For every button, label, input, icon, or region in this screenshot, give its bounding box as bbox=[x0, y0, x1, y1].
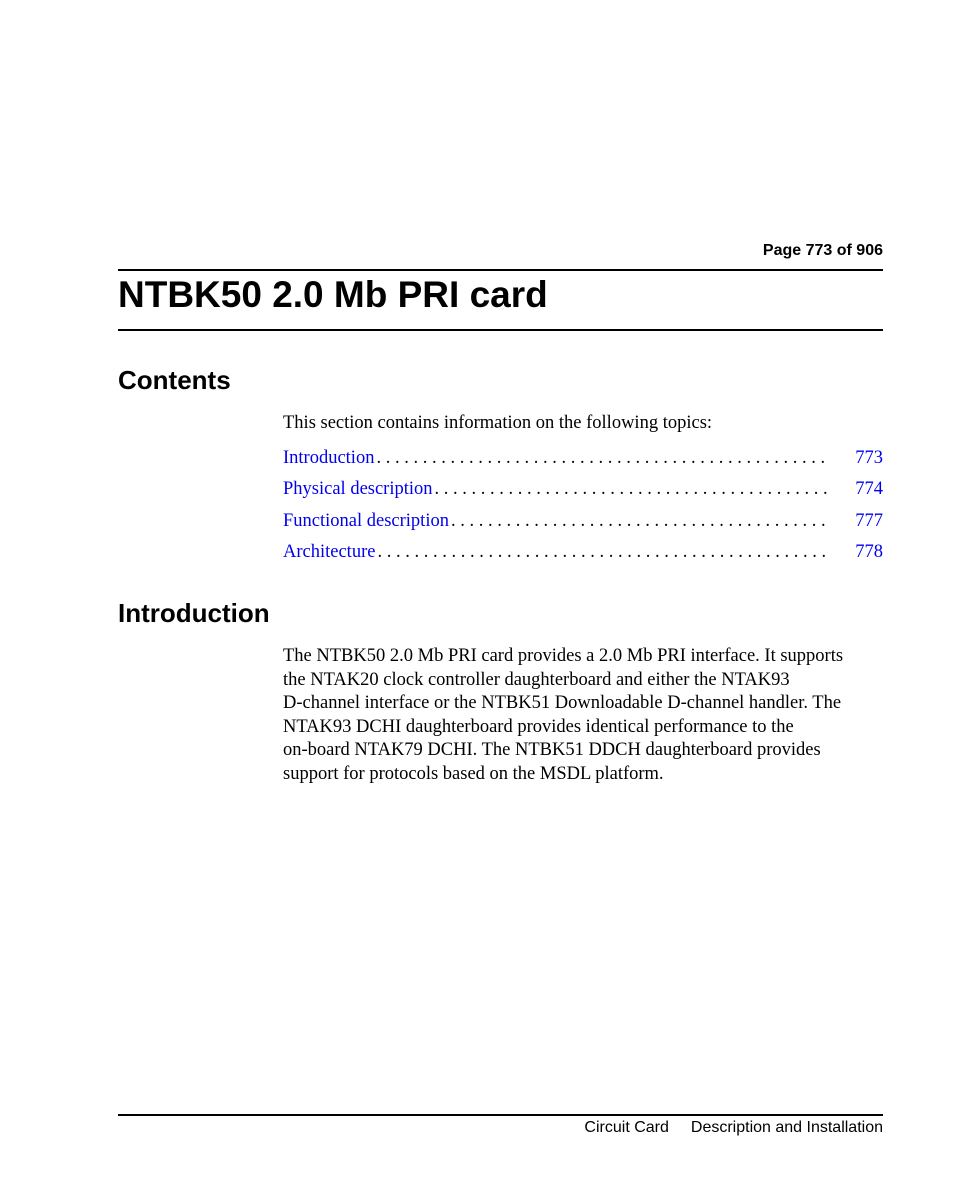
footer-rule bbox=[118, 1114, 883, 1116]
introduction-paragraph: The NTBK50 2.0 Mb PRI card provides a 2.0 Mb PRI interface. It supports the NTAK20 clock controller daughterboard and either the NTAK93 D-channel interface or the NTBK51 Downloadable D-channel handler. The NTAK93 DCHI daughterboard provides identical performance to the on-board NTAK79 DCHI. The NTBK51 DDCH daughterboard provides support for protocols based on the MSDL platform. bbox=[283, 646, 844, 784]
page-footer bbox=[118, 1118, 883, 1138]
toc-dot-leader bbox=[435, 477, 831, 501]
toc-entry-physical-description[interactable] bbox=[283, 477, 883, 508]
introduction-heading: Introduction bbox=[118, 598, 270, 628]
table-of-contents bbox=[283, 446, 883, 571]
footer-left-text: Circuit Card bbox=[584, 1119, 669, 1136]
toc-entry-label[interactable]: Architecture bbox=[283, 541, 376, 562]
toc-entry-architecture[interactable] bbox=[283, 540, 883, 571]
contents-heading: Contents bbox=[118, 365, 231, 395]
page-number-header: Page 773 of 906 bbox=[762, 242, 883, 259]
title-bottom-rule bbox=[118, 329, 883, 331]
chapter-title: NTBK50 2.0 Mb PRI card bbox=[118, 274, 548, 315]
toc-dot-leader bbox=[376, 446, 831, 470]
toc-dot-leader bbox=[451, 509, 831, 533]
toc-entry-label[interactable]: Introduction bbox=[283, 448, 375, 468]
toc-entry-page[interactable]: 777 bbox=[855, 510, 883, 531]
toc-entry-functional-description[interactable] bbox=[283, 509, 883, 540]
toc-dot-leader bbox=[377, 540, 831, 564]
contents-intro-text: This section contains information on the following topics: bbox=[283, 413, 713, 433]
toc-entry-page[interactable]: 774 bbox=[855, 479, 883, 500]
toc-entry-label[interactable]: Physical description bbox=[283, 479, 433, 500]
toc-entry-page[interactable]: 778 bbox=[855, 541, 883, 562]
toc-entry-label[interactable]: Functional description bbox=[283, 510, 449, 531]
toc-entry-page[interactable]: 773 bbox=[855, 448, 883, 468]
toc-entry-introduction[interactable] bbox=[283, 446, 883, 477]
footer-right-text: Description and Installation bbox=[690, 1119, 883, 1136]
